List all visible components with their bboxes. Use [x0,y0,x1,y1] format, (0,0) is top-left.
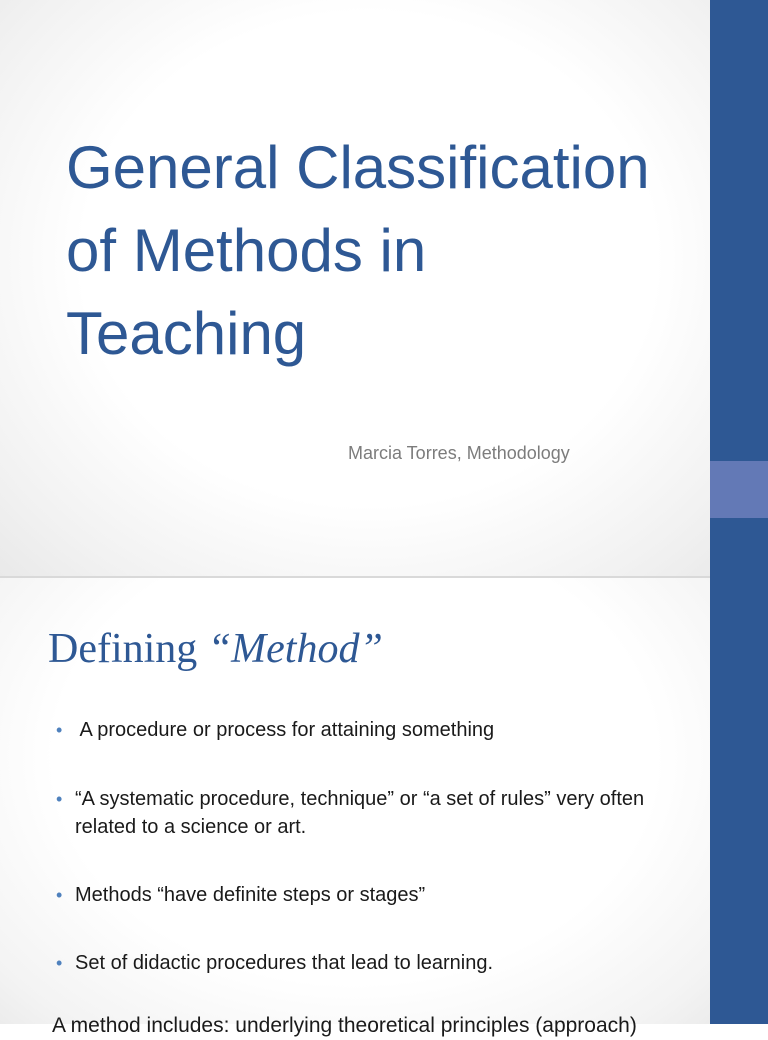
title-line-2: of Methods in [66,217,427,284]
list-item [56,881,676,909]
heading-prefix: Defining [48,626,208,672]
bullet-text: Set of didactic procedures that lead to learning. [75,952,494,974]
bullet-icon: • [56,789,63,809]
bullet-icon: • [56,885,63,905]
bullet-icon: • [56,720,63,740]
sidebar-tab [710,461,768,518]
list-item [56,785,676,841]
bullet-text: “A systematic procedure, technique” or “a set of rules” very often related to a science or art. [75,788,645,838]
bullet-list [56,716,676,977]
content-heading [48,625,383,673]
bullet-icon: • [56,953,63,973]
list-item [56,949,676,977]
bullet-text: A procedure or process for attaining something [75,719,495,741]
slide-subtitle: Marcia Torres, Methodology [348,443,570,463]
accent-sidebar [710,0,768,1024]
heading-emphasis: “Method” [207,626,383,672]
list-item [56,716,676,744]
slide-title [66,126,686,375]
bullet-text: Methods “have definite steps or stages” [75,884,426,906]
partial-text-line: A method includes: underlying theoretical principles (approach) [52,1014,637,1037]
title-line-1: General Classification [66,134,650,201]
title-line-3: Teaching [66,300,307,367]
